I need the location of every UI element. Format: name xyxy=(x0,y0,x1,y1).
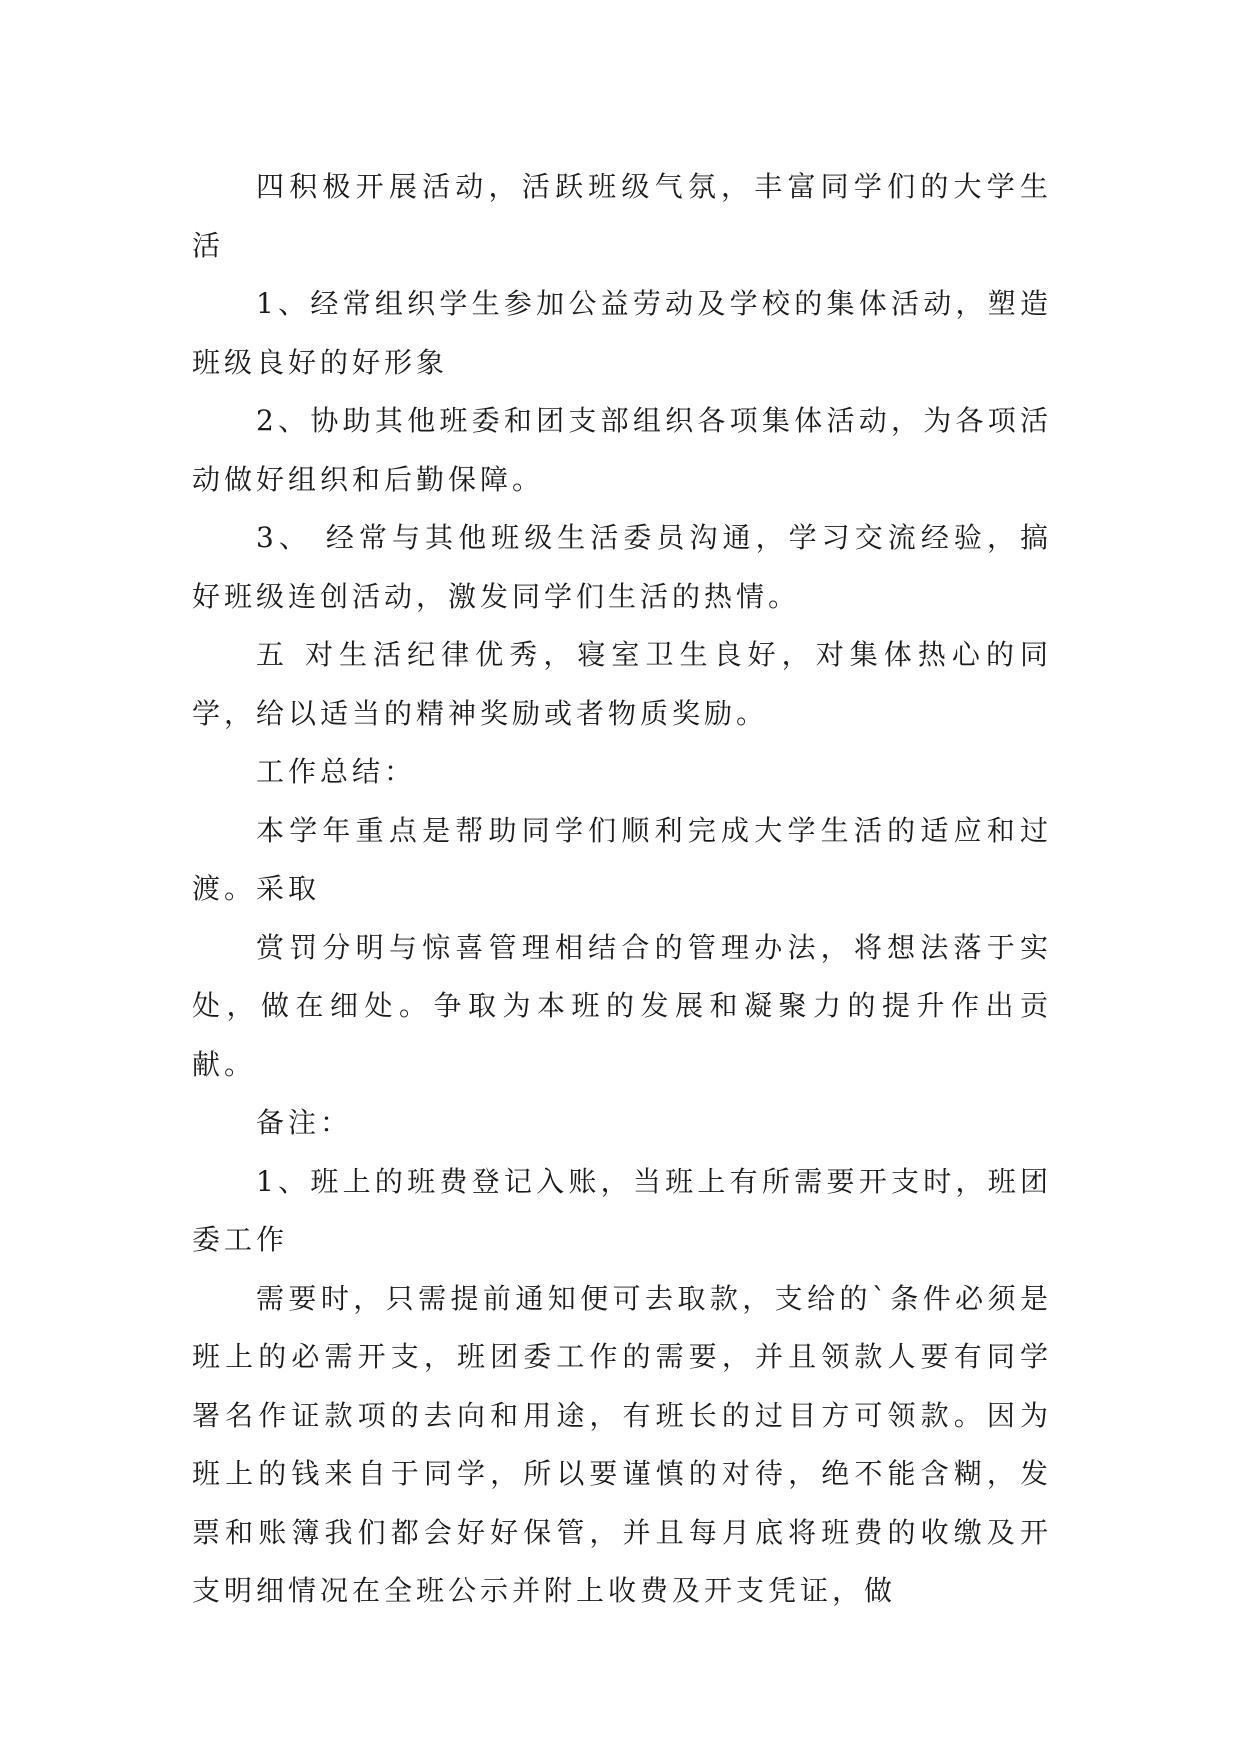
paragraph-item-2: 2、协助其他班委和团支部组织各项集体活动，为各项活动做好组织和后勤保障。 xyxy=(192,404,1052,496)
paragraph-summary-heading: 工作总结： xyxy=(256,755,417,788)
paragraph-summary-2: 赏罚分明与惊喜管理相结合的管理办法，将想法落于实处，做在细处。争取为本班的发展和凝聚力的提升作出贡献。 xyxy=(192,930,1052,1081)
paragraph-notes-1: 1、班上的班费登记入账，当班上有所需要开支时，班团委工作 xyxy=(192,1164,1052,1256)
paragraph-rewards: 五 对生活纪律优秀，寝室卫生良好，对集体热心的同学，给以适当的精神奖励或者物质奖励。 xyxy=(192,638,1052,730)
paragraph-notes-heading: 备注： xyxy=(256,1106,353,1139)
paragraph-notes-2: 需要时，只需提前通知便可去取款，支给的`条件必须是班上的必需开支，班团委工作的需要，并且领款人要有同学署名作证款项的去向和用途，有班长的过目方可领款。因为班上的钱来自于同学，所以要谨慎的对待，绝不能含糊，发票和账簿我们都会好好保管，并且每月底将班费的收缴及开支明细情况在全班公示并附上收费及开支凭证，做 xyxy=(192,1281,1052,1607)
paragraph-activities-heading: 四积极开展活动，活跃班级气氛，丰富同学们的大学生活 xyxy=(192,170,1052,262)
document-body xyxy=(192,158,1052,1621)
paragraph-item-3: 3、 经常与其他班级生活委员沟通，学习交流经验，搞好班级连创活动，激发同学们生活的热情。 xyxy=(192,521,1052,613)
paragraph-item-1: 1、经常组织学生参加公益劳动及学校的集体活动，塑造班级良好的好形象 xyxy=(192,287,1052,379)
paragraph-summary-1: 本学年重点是帮助同学们顺利完成大学生活的适应和过渡。采取 xyxy=(192,813,1052,905)
